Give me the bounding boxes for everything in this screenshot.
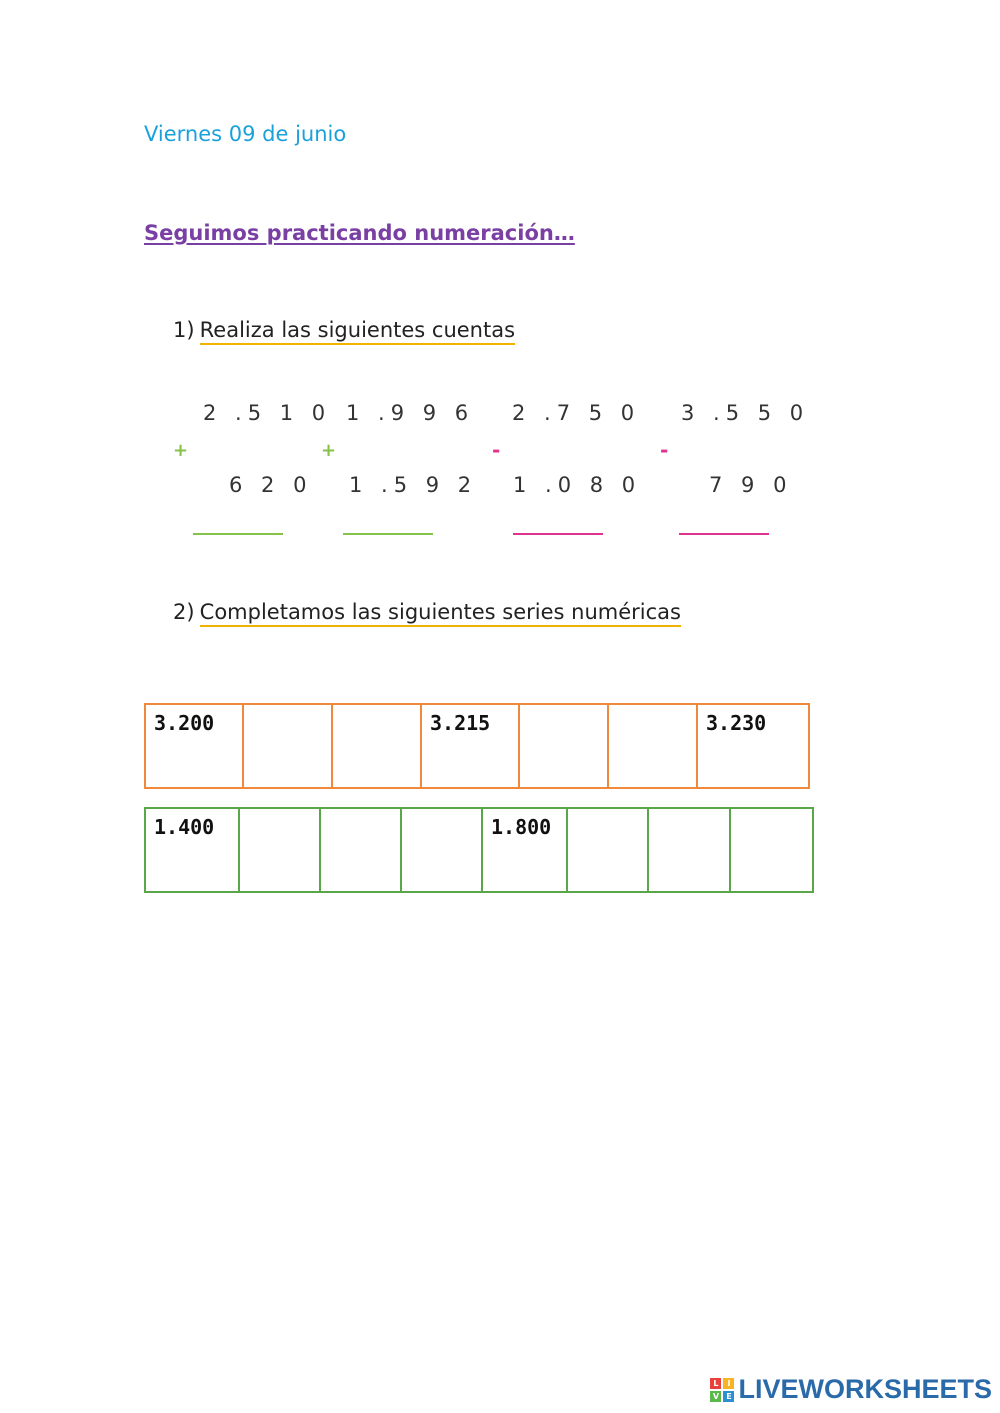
op3-answer-line[interactable] [513, 533, 603, 535]
logo-letter: V [710, 1391, 721, 1402]
series-cell-blank[interactable] [649, 809, 731, 891]
op1-bottom-number: 6 2 0 [229, 473, 313, 497]
series-cell-blank[interactable] [520, 705, 609, 787]
series-cell-blank[interactable] [244, 705, 333, 787]
op2-bottom-number: 1 .5 9 2 [349, 473, 478, 497]
op3-top-number: 2 .7 5 0 [512, 401, 641, 425]
op3-bottom-number: 1 .0 8 0 [513, 473, 642, 497]
series-cell-value: 1.400 [154, 815, 215, 839]
date-heading: Viernes 09 de junio [144, 122, 347, 146]
series-cell-blank[interactable] [402, 809, 483, 891]
op2-answer-line[interactable] [343, 533, 433, 535]
series-cell-value: 3.230 [706, 711, 767, 735]
series-cell [698, 705, 808, 787]
series-cell [422, 705, 520, 787]
liveworksheets-logo-icon [710, 1378, 734, 1402]
liveworksheets-logo[interactable] [710, 1374, 992, 1405]
series-cell-blank[interactable] [333, 705, 422, 787]
op2-sign: + [321, 440, 337, 461]
op1-top-number: 2 .5 1 0 [203, 401, 332, 425]
exercise-2-instruction: Completamos las siguientes series numéricas [200, 600, 681, 627]
exercise-1-number: 1) [173, 318, 195, 342]
series-cell-blank[interactable] [731, 809, 813, 891]
series-cell-blank[interactable] [568, 809, 649, 891]
logo-letter: I [723, 1378, 734, 1389]
series-cell-blank[interactable] [321, 809, 403, 891]
op1-answer-line[interactable] [193, 533, 283, 535]
logo-letter: L [710, 1378, 721, 1389]
series-cell-value: 1.800 [490, 815, 552, 839]
op2-top-number: 1 .9 9 6 [346, 401, 475, 425]
series-cell [146, 705, 244, 787]
series-cell-value: 3.215 [430, 711, 491, 735]
brand-name: LIVEWORKSHEETS [738, 1374, 992, 1404]
series-row-green [144, 807, 814, 893]
op4-sign: - [660, 438, 669, 462]
section-title: Seguimos practicando numeración… [144, 221, 575, 245]
series-cell-blank[interactable] [609, 705, 698, 787]
exercise-2-number: 2) [173, 600, 195, 624]
exercise-1-heading [173, 318, 515, 342]
exercise-1-instruction: Realiza las siguientes cuentas [200, 318, 515, 345]
series-cell-value: 3.200 [154, 711, 215, 735]
logo-letter: E [723, 1391, 734, 1402]
series-row-orange [144, 703, 810, 789]
series-cell [483, 809, 568, 891]
op1-sign: + [173, 440, 189, 461]
op4-bottom-number: 7 9 0 [709, 473, 793, 497]
series-cell [146, 809, 240, 891]
op4-top-number: 3 .5 5 0 [681, 401, 810, 425]
exercise-2-heading [173, 600, 681, 624]
op4-answer-line[interactable] [679, 533, 769, 535]
series-cell-blank[interactable] [240, 809, 321, 891]
op3-sign: - [492, 438, 501, 462]
